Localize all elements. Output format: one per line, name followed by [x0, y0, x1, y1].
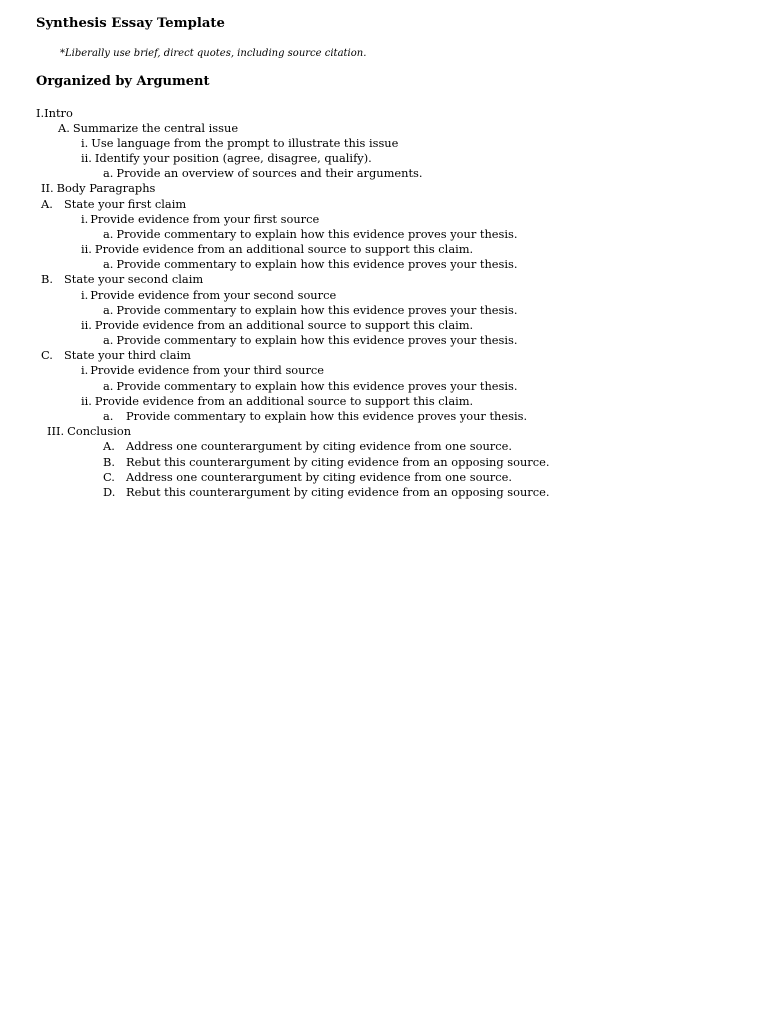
outline-text: Provide evidence from an additional source to support this claim. — [94, 394, 474, 408]
outline-label: a. — [103, 166, 114, 180]
outline-item-claim-c-ii — [81, 394, 473, 409]
outline-text: Provide evidence from your first source — [90, 212, 320, 226]
outline-item-claim-a-ii-a — [103, 257, 518, 272]
outline-text: Provide commentary to explain how this evidence proves your thesis. — [116, 303, 518, 317]
outline-label: B. — [41, 272, 53, 286]
outline-item-conclusion — [47, 424, 131, 439]
outline-label: III. — [47, 424, 65, 438]
outline-item-claim-a — [41, 197, 186, 212]
outline-text: Summarize the central issue — [72, 121, 239, 135]
outline-text: Provide evidence from your second source — [90, 288, 337, 302]
outline-text: Provide commentary to explain how this evidence proves your thesis. — [116, 257, 518, 271]
outline-label: i. — [81, 363, 89, 377]
outline-item-intro-a — [58, 121, 238, 136]
outline-label: a. — [103, 257, 114, 271]
outline-item-claim-a-ii — [81, 242, 473, 257]
outline-text: State your second claim — [64, 272, 204, 286]
outline-text: Address one counterargument by citing evidence from one source. — [126, 470, 512, 484]
outline-text: Provide evidence from an additional source to support this claim. — [94, 242, 474, 256]
outline-item-claim-b-i-a — [103, 303, 518, 318]
outline-label: i. — [81, 288, 89, 302]
outline-item-claim-a-i — [81, 212, 319, 227]
outline-text: Identify your position (agree, disagree, qualify). — [94, 151, 372, 165]
outline-text: State your first claim — [64, 197, 187, 211]
outline-text: Body Paragraphs — [56, 181, 156, 195]
outline-item-claim-b-ii — [81, 318, 473, 333]
outline-item-conclusion-b — [103, 455, 550, 470]
outline-item-claim-c-i — [81, 363, 324, 378]
outline-label: C. — [103, 470, 115, 484]
outline-label: A. — [58, 121, 70, 135]
outline-text: Rebut this counterargument by citing evidence from an opposing source. — [126, 455, 550, 469]
outline-text: Conclusion — [67, 424, 132, 438]
outline-label: A. — [103, 439, 115, 453]
outline-text: Provide commentary to explain how this evidence proves your thesis. — [116, 379, 518, 393]
outline-item-body — [41, 181, 155, 196]
outline-item-claim-c — [41, 348, 191, 363]
outline-item-intro-ii-a — [103, 166, 423, 181]
outline-item-claim-c-ii-a — [103, 409, 527, 424]
outline-label: a. — [103, 333, 114, 347]
outline-label: ii. — [81, 151, 92, 165]
outline-item-intro — [36, 106, 73, 121]
outline-label: B. — [103, 455, 115, 469]
outline-item-intro-ii — [81, 151, 372, 166]
outline-label: II. — [41, 181, 54, 195]
outline-label: a. — [103, 409, 114, 423]
outline-text: Use language from the prompt to illustrate this issue — [91, 136, 399, 150]
section-heading: Organized by Argument — [36, 74, 210, 89]
outline-text: Provide commentary to explain how this evidence proves your thesis. — [116, 333, 518, 347]
outline-item-conclusion-d — [103, 485, 550, 500]
outline-label: a. — [103, 379, 114, 393]
outline-label: i. — [81, 136, 89, 150]
outline-label: A. — [41, 197, 53, 211]
outline-label: ii. — [81, 242, 92, 256]
outline-item-conclusion-c — [103, 470, 512, 485]
outline-text: Address one counterargument by citing evidence from one source. — [126, 439, 512, 453]
citation-note: *Liberally use brief, direct quotes, including source citation. — [60, 48, 367, 59]
outline-item-claim-c-i-a — [103, 379, 518, 394]
outline-label: ii. — [81, 318, 92, 332]
outline-text: Provide an overview of sources and their arguments. — [116, 166, 423, 180]
outline-label: C. — [41, 348, 53, 362]
outline-text: Provide commentary to explain how this evidence proves your thesis. — [116, 227, 518, 241]
outline-text: Provide evidence from your third source — [90, 363, 325, 377]
outline-item-conclusion-a — [103, 439, 512, 454]
outline-item-claim-b — [41, 272, 203, 287]
outline-label: D. — [103, 485, 116, 499]
outline-label: i. — [81, 212, 89, 226]
outline-text: Rebut this counterargument by citing evidence from an opposing source. — [126, 485, 550, 499]
outline-label: I. — [36, 106, 45, 120]
outline-item-claim-a-i-a — [103, 227, 518, 242]
outline-text: Intro — [44, 106, 73, 120]
outline-label: a. — [103, 227, 114, 241]
outline-text: Provide evidence from an additional source to support this claim. — [94, 318, 474, 332]
outline-label: a. — [103, 303, 114, 317]
outline-item-claim-b-ii-a — [103, 333, 518, 348]
outline-text: Provide commentary to explain how this evidence proves your thesis. — [126, 409, 528, 423]
outline-label: ii. — [81, 394, 92, 408]
document-title: Synthesis Essay Template — [36, 16, 225, 31]
outline-text: State your third claim — [64, 348, 191, 362]
outline-item-claim-b-i — [81, 288, 336, 303]
outline-item-intro-i — [81, 136, 398, 151]
